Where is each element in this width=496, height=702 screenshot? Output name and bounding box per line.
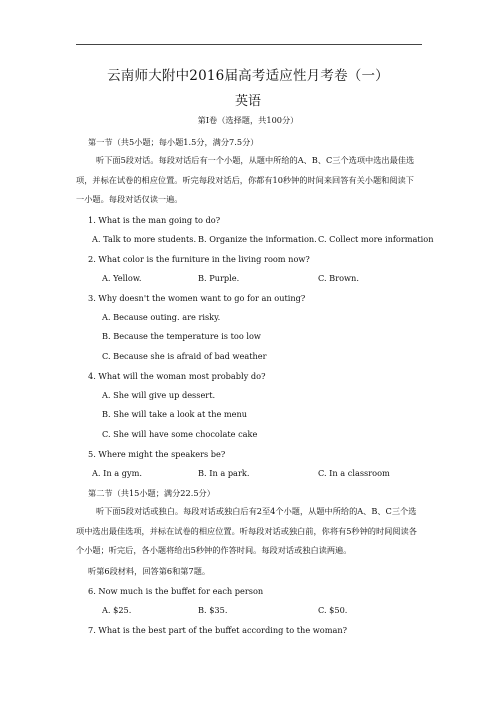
- question-3-option-b: B. Because the temperature is too low: [102, 331, 261, 341]
- question-3-option-c: C. Because she is afraid of bad weather: [102, 351, 267, 361]
- question-6-option-b: B. $35.: [198, 605, 228, 615]
- question-2-option-a: A. Yellow.: [102, 273, 142, 283]
- question-5-option-b: B. In a park.: [198, 468, 250, 478]
- question-3-option-a: A. Because outing. are risky.: [102, 312, 221, 322]
- question-1-option-a: A. Talk to more students.: [92, 234, 197, 244]
- question-2-option-b: B. Purple.: [198, 273, 240, 283]
- question-4-stem: 4. What will the woman most probably do?: [88, 371, 266, 381]
- question-1-option-b: B. Organize the information.: [198, 234, 317, 244]
- section-2-heading: 第二节（共15小题；满分22.5分）: [88, 488, 215, 498]
- question-2-stem: 2. What color is the furniture in the living room now?: [88, 254, 310, 264]
- question-5-stem: 5. Where might the speakers be?: [88, 449, 226, 459]
- part-heading: 第I卷（选择题，共100分）: [197, 115, 299, 125]
- question-3-stem: 3. Why doesn't the women want to go for an outing?: [88, 293, 306, 303]
- section-2-instructions: 听下面5段对话或独白。每段对话或独白后有2至4个小题，从题中所给的A、B、C三个选项中选出最佳选项，并标在试卷的相应位置。听每段对话或独白前，你将有5秒钟的时间阅读各个小题；听完后，各小题将给出5秒钟的作答时间。每段对话或独白读两遍。: [76, 506, 417, 555]
- exam-title: 云南师大附中2016届高考适应性月考卷（一）: [107, 68, 389, 84]
- question-1-stem: 1. What is the man going to do?: [88, 215, 221, 225]
- question-2-option-c: C. Brown.: [318, 273, 359, 283]
- question-6-stem: 6. Now much is the buffet for each person: [88, 586, 264, 596]
- question-7-stem: 7. What is the best part of the buffet according to the woman?: [88, 625, 348, 635]
- question-6-option-c: C. $50.: [318, 605, 348, 615]
- question-4-option-c: C. She will have some chocolate cake: [102, 429, 258, 439]
- material-6-note: 听第6段材料，回答第6和第7题。: [88, 566, 211, 576]
- question-5-option-c: C. In a classroom: [318, 468, 390, 478]
- question-1-option-c: C. Collect more information: [318, 234, 434, 244]
- header-rule: [76, 44, 422, 45]
- question-6-option-a: A. $25.: [102, 605, 132, 615]
- section-1-heading: 第一节（共5小题；每小题1.5分，满分7.5分）: [88, 137, 259, 147]
- question-5-option-a: A. In a gym.: [92, 468, 142, 478]
- question-4-option-a: A. She will give up dessert.: [102, 390, 216, 400]
- section-1-instructions: 听下面5段对话。每段对话后有一个小题，从题中所给的A、B、C三个选项中选出最佳选项，并标在试卷的相应位置。听完每段对话后，你都有10秒钟的时间来回答有关小题和阅读下一小题。每段对话仅读一遍。: [76, 155, 415, 204]
- question-4-option-b: B. She will take a look at the menu: [102, 409, 248, 419]
- exam-subject: 英语: [234, 94, 261, 109]
